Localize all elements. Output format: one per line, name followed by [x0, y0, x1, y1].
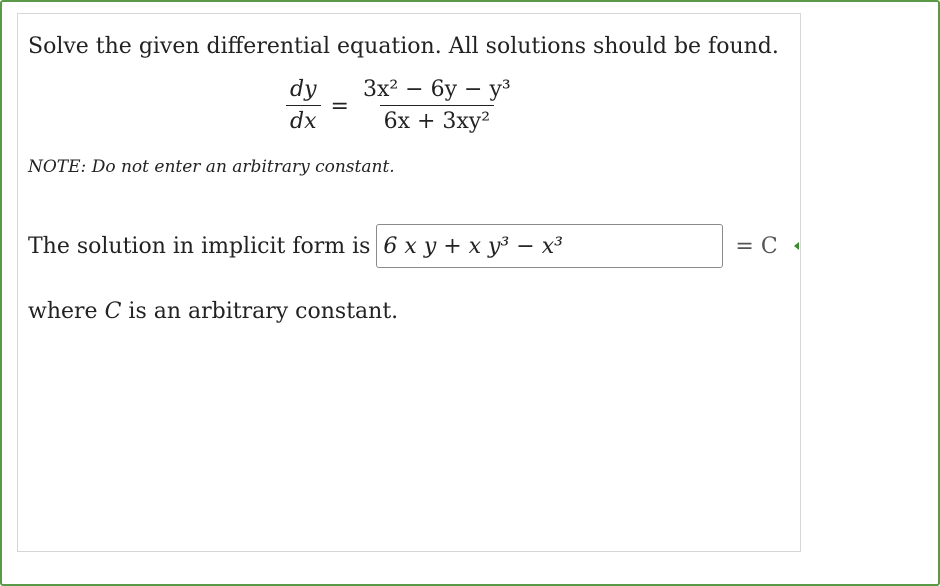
lhs-denominator: dx	[286, 105, 321, 134]
question-panel	[17, 13, 801, 552]
where-prefix: where	[28, 299, 98, 324]
lhs-numerator: dy	[290, 77, 317, 102]
constant-variable: C	[104, 299, 122, 324]
lhs-fraction	[286, 78, 321, 134]
rhs-denominator: 6x + 3xy²	[380, 105, 494, 134]
correct-indicator-icon	[794, 242, 799, 250]
answer-input[interactable]	[376, 224, 723, 268]
rhs-numerator: 3x² − 6y − y³	[362, 77, 511, 102]
answer-value: 6 x y + x y³ − x³	[383, 233, 563, 259]
equals-sign: =	[330, 93, 349, 119]
answer-label: The solution in implicit form is	[28, 233, 371, 259]
differential-equation	[286, 78, 515, 134]
note-text: NOTE: Do not enter an arbitrary constant.	[28, 157, 395, 177]
answer-row	[28, 224, 778, 268]
question-prompt: Solve the given differential equation. All solutions should be found.	[28, 34, 779, 59]
rhs-fraction	[359, 78, 515, 134]
where-suffix: is an arbitrary constant.	[128, 299, 399, 324]
answer-suffix: = C	[735, 233, 778, 259]
constant-explanation	[28, 299, 398, 324]
